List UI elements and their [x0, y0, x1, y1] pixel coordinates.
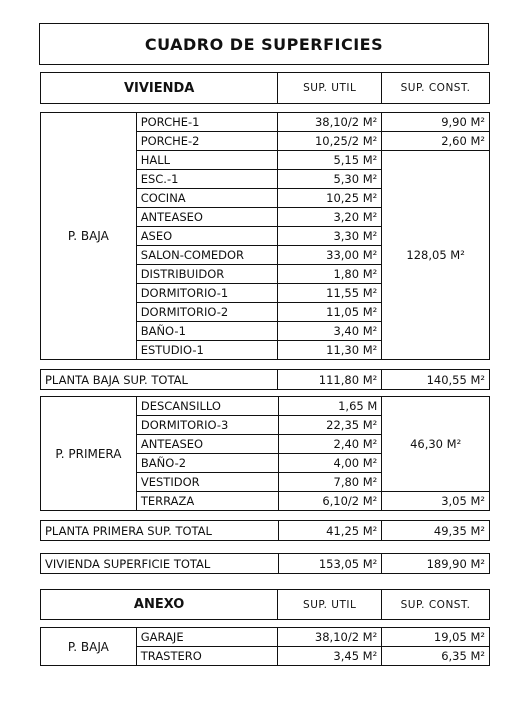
room-util: 5,30 M² [278, 170, 382, 189]
merged-const-planta-baja: 128,05 M² [382, 151, 490, 360]
room-name: TERRAZA [136, 492, 278, 511]
vivienda-total-const: 189,90 M² [382, 554, 490, 574]
room-const: 6,35 M² [382, 647, 490, 666]
room-util: 5,15 M² [278, 151, 382, 170]
room-util: 3,20 M² [278, 208, 382, 227]
room-name: ANTEASEO [136, 208, 278, 227]
room-name: GARAJE [136, 628, 278, 647]
room-util: 33,00 M² [278, 246, 382, 265]
anexo-rows [41, 628, 490, 666]
room-util: 3,40 M² [278, 322, 382, 341]
room-util: 11,30 M² [278, 341, 382, 360]
group-label-planta-primera: P. PRIMERA [41, 397, 137, 511]
planta-primera-total-label: PLANTA PRIMERA SUP. TOTAL [41, 521, 279, 541]
vivienda-col-util: SUP. UTIL [278, 73, 382, 104]
room-name: ESTUDIO-1 [136, 341, 278, 360]
room-util: 1,80 M² [278, 265, 382, 284]
room-util: 11,55 M² [278, 284, 382, 303]
room-util: 10,25 M² [278, 189, 382, 208]
vivienda-col-const: SUP. CONST. [382, 73, 490, 104]
planta-baja-total-label: PLANTA BAJA SUP. TOTAL [41, 370, 278, 390]
room-const: 3,05 M² [382, 492, 490, 511]
room-util: 2,40 M² [278, 435, 382, 454]
room-name: DORMITORIO-3 [136, 416, 278, 435]
planta-primera-total-table [40, 520, 490, 541]
room-name: PORCHE-2 [136, 132, 278, 151]
planta-baja-total-table [40, 369, 490, 390]
page-title: CUADRO DE SUPERFICIES [144, 34, 384, 54]
group-label-planta-baja: P. BAJA [41, 113, 137, 360]
room-name: ASEO [136, 227, 278, 246]
room-name: PORCHE-1 [136, 113, 278, 132]
planta-baja-table [40, 112, 490, 360]
table-row [41, 113, 490, 132]
table-row [41, 628, 490, 647]
room-name: DESCANSILLO [136, 397, 278, 416]
room-name: BAÑO-2 [136, 454, 278, 473]
vivienda-header-label: VIVIENDA [41, 73, 278, 104]
group-label-anexo: P. BAJA [41, 628, 137, 666]
planta-primera-rows [41, 397, 490, 511]
room-name: TRASTERO [136, 647, 278, 666]
room-util: 3,45 M² [278, 647, 382, 666]
room-name: DISTRIBUIDOR [136, 265, 278, 284]
anexo-col-const: SUP. CONST. [382, 590, 490, 620]
anexo-header-table [40, 589, 490, 620]
vivienda-total-table [40, 553, 490, 574]
room-util: 22,35 M² [278, 416, 382, 435]
room-util: 6,10/2 M² [278, 492, 382, 511]
room-name: BAÑO-1 [136, 322, 278, 341]
room-name: SALON-COMEDOR [136, 246, 278, 265]
room-const: 19,05 M² [382, 628, 490, 647]
planta-primera-total-const: 49,35 M² [382, 521, 490, 541]
room-util: 1,65 M [278, 397, 382, 416]
vivienda-header-table [40, 72, 490, 104]
planta-primera-table [40, 396, 490, 511]
planta-baja-total-const: 140,55 M² [382, 370, 490, 390]
room-util: 7,80 M² [278, 473, 382, 492]
room-name: VESTIDOR [136, 473, 278, 492]
room-const: 2,60 M² [382, 132, 490, 151]
room-util: 38,10/2 M² [278, 628, 382, 647]
merged-const-planta-primera: 46,30 M² [382, 397, 490, 492]
room-name: ESC.-1 [136, 170, 278, 189]
room-util: 11,05 M² [278, 303, 382, 322]
anexo-header-label: ANEXO [41, 590, 278, 620]
planta-primera-total-util: 41,25 M² [278, 521, 382, 541]
room-name: DORMITORIO-1 [136, 284, 278, 303]
planta-baja-total-util: 111,80 M² [278, 370, 382, 390]
title-box [39, 23, 489, 65]
room-name: COCINA [136, 189, 278, 208]
room-util: 3,30 M² [278, 227, 382, 246]
table-row [41, 397, 490, 416]
room-name: ANTEASEO [136, 435, 278, 454]
room-util: 4,00 M² [278, 454, 382, 473]
vivienda-total-util: 153,05 M² [278, 554, 382, 574]
room-util: 38,10/2 M² [278, 113, 382, 132]
room-name: HALL [136, 151, 278, 170]
room-const: 9,90 M² [382, 113, 490, 132]
anexo-table [40, 627, 490, 666]
vivienda-total-label: VIVIENDA SUPERFICIE TOTAL [41, 554, 279, 574]
room-name: DORMITORIO-2 [136, 303, 278, 322]
anexo-col-util: SUP. UTIL [278, 590, 382, 620]
room-util: 10,25/2 M² [278, 132, 382, 151]
planta-baja-rows [41, 113, 490, 360]
